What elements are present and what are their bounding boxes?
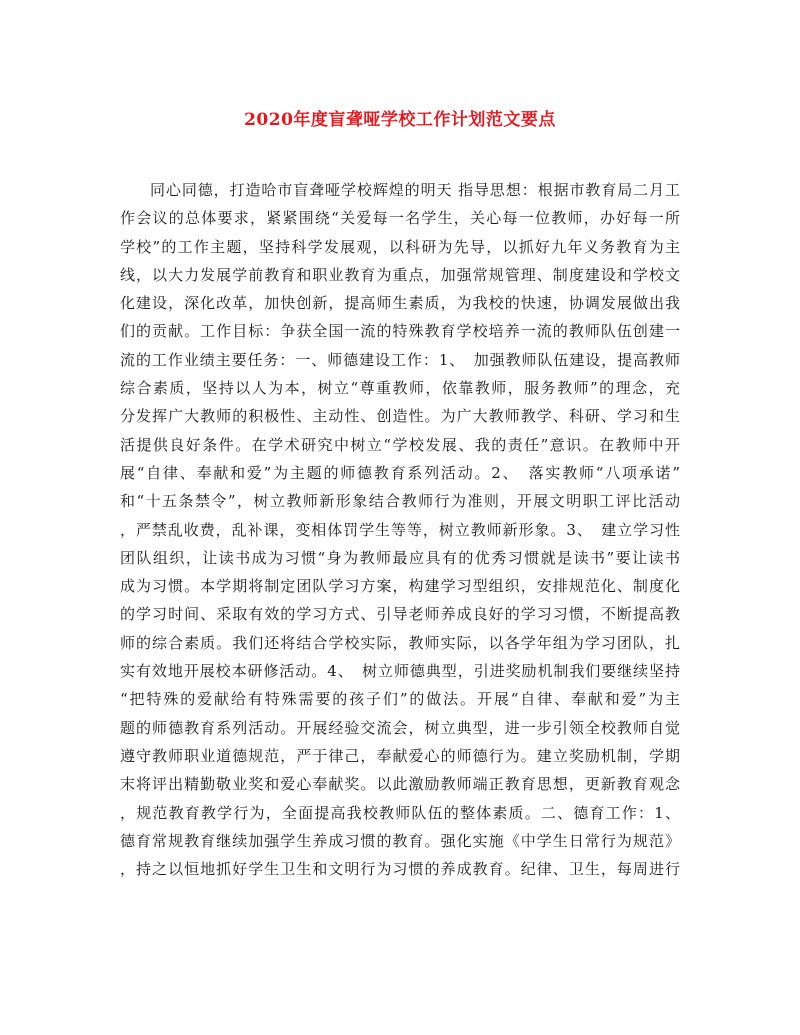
document-title: 2020年度盲聋哑学校工作计划范文要点	[244, 110, 556, 130]
body-line: 师的综合素质。我们还将结合学校实际，教师实际，以各学年组为学习团队，扎	[120, 633, 680, 652]
body-line: ，规范教育教学行为，全面提高我校教师队伍的整体素质。二、德育工作：1、	[120, 803, 680, 822]
body-line: 们的贡献。工作目标：争获全国一流的特殊教育学校培养一流的教师队伍创建一	[120, 322, 680, 341]
body-line: ，严禁乱收费，乱补课，变相体罚学生等等，树立教师新形象。3、 建立学习性	[120, 520, 680, 539]
body-line: “把特殊的爱献给有特殊需要的孩子们”的做法。开展“自律、奉献和爱”为主	[120, 690, 680, 709]
body-line: 分发挥广大教师的积极性、主动性、创造性。为广大教师教学、科研、学习和生	[120, 407, 680, 426]
body-line: 作会议的总体要求，紧紧围绕“关爱每一名学生，关心每一位教师，办好每一所	[120, 209, 680, 228]
body-line: 流的工作业绩主要任务：一、师德建设工作：1、 加强教师队伍建设，提高教师	[120, 350, 680, 369]
body-line: 同心同德，打造哈市盲聋哑学校辉煌的明天 指导思想：根据市教育局二月工	[150, 181, 680, 199]
body-line: 展“自律、奉献和爱”为主题的师德教育系列活动。2、 落实教师“八项承诺”	[120, 463, 680, 482]
body-line: 线，以大力发展学前教育和职业教育为重点，加强常规管理、制度建设和学校文	[120, 265, 680, 284]
body-line: 活提供良好条件。在学术研究中树立“学校发展、我的责任”意识。在教师中开	[120, 435, 680, 454]
body-line: 团队组织，让读书成为习惯“身为教师最应具有的优秀习惯就是读书”要让读书	[120, 548, 680, 567]
body-line: 遵守教师职业道德规范，严于律己，奉献爱心的师德行为。建立奖励机制，学期	[120, 746, 680, 765]
body-line: 综合素质，坚持以人为本，树立“尊重教师，依靠教师，服务教师”的理念，充	[120, 379, 680, 398]
body-line: 题的师德教育系列活动。开展经验交流会，树立典型，进一步引领全校教师自觉	[120, 718, 680, 737]
document-body	[120, 176, 680, 883]
body-line: 化建设，深化改革，加快创新，提高师生素质，为我校的快速，协调发展做出我	[120, 294, 680, 313]
body-line: ，持之以恒地抓好学生卫生和文明行为习惯的养成教育。纪律、卫生，每周进行	[120, 860, 680, 879]
body-line: 和“十五条禁令”，树立教师新形象结合教师行为准则，开展文明职工评比活动	[120, 492, 680, 511]
body-line: 德育常规教育继续加强学生养成习惯的教育。强化实施《中学生日常行为规范》	[120, 831, 680, 850]
body-line: 末将评出精勤敬业奖和爱心奉献奖。以此激励教师端正教育思想，更新教育观念	[120, 775, 680, 794]
body-line: 学校”的工作主题，坚持科学发展观，以科研为先导，以抓好九年义务教育为主	[120, 237, 680, 256]
body-line: 的学习时间、采取有效的学习方式、引导老师养成良好的学习习惯，不断提高教	[120, 605, 680, 624]
body-line: 实有效地开展校本研修活动。4、 树立师德典型，引进奖励机制我们要继续坚持	[120, 662, 680, 681]
body-line: 成为习惯。本学期将制定团队学习方案，构建学习型组织，安排规范化、制度化	[120, 577, 680, 596]
